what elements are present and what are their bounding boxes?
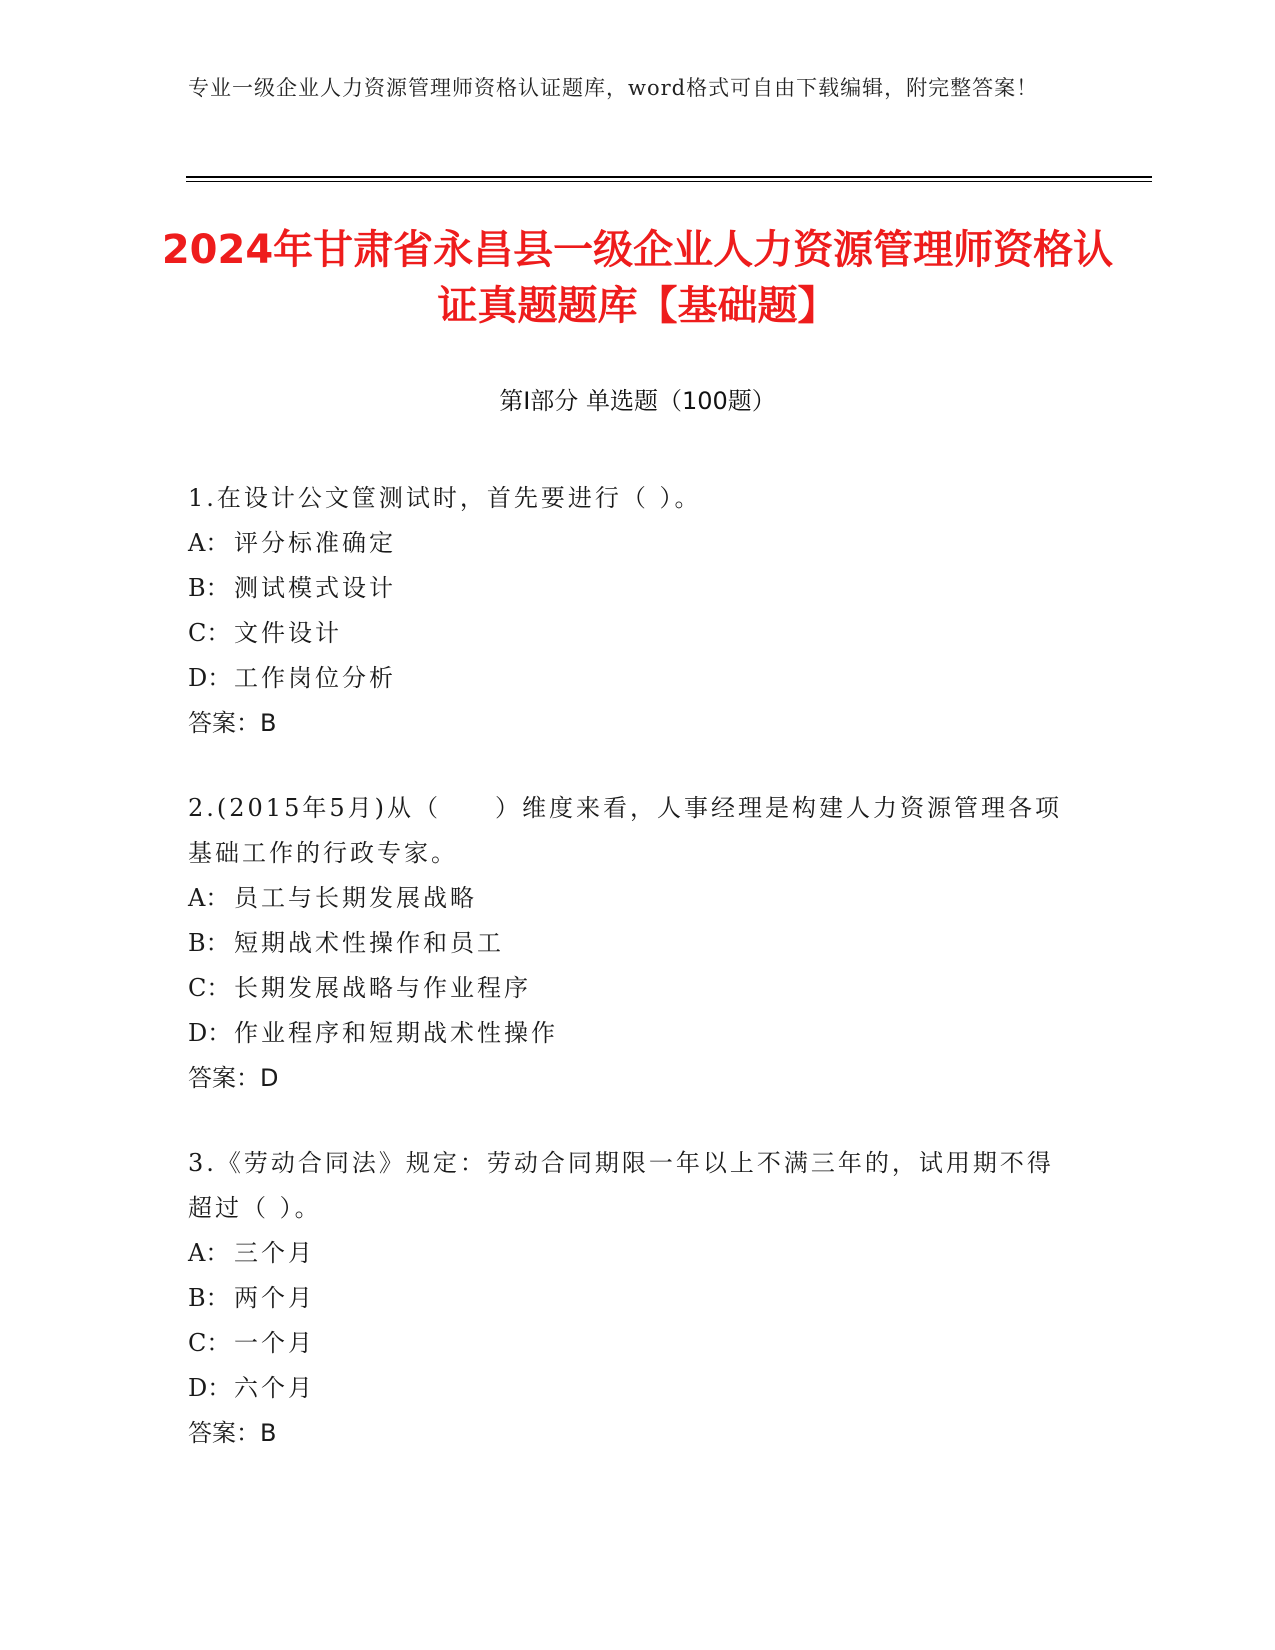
option-key: B： [188,1284,230,1312]
question-stem: 2.(2015年5月)从（ ）维度来看，人事经理是构建人力资源管理各项基础工作的行政专家。 [188,794,1062,867]
question-item [188,786,1068,1101]
question-item [188,476,1068,746]
header-rule-thick [186,176,1152,178]
option-key: C： [188,974,231,1002]
option-text: 作业程序和短期战术性操作 [234,1019,558,1047]
option-text: 文件设计 [234,619,342,647]
option-key: B： [188,574,230,602]
option-text: 长期发展战略与作业程序 [234,974,531,1002]
option-b [188,566,1068,611]
option-c [188,1321,1068,1366]
option-d [188,656,1068,701]
option-c [188,966,1068,1011]
option-key: D： [188,664,232,692]
option-key: C： [188,1329,231,1357]
option-b [188,1276,1068,1321]
option-b [188,921,1068,966]
answer-line: 答案：D [188,1064,279,1092]
option-a [188,1231,1068,1276]
option-c [188,611,1068,656]
question-item [188,1141,1068,1456]
option-key: A： [188,884,230,912]
option-a [188,876,1068,921]
answer-line: 答案：B [188,709,277,737]
option-text: 员工与长期发展战略 [234,884,477,912]
header-note: 专业一级企业人力资源管理师资格认证题库，word格式可自由下载编辑，附完整答案！ [188,76,1039,100]
option-d [188,1366,1068,1411]
option-key: A： [188,529,230,557]
option-key: A： [188,1239,230,1267]
option-key: D： [188,1019,232,1047]
option-text: 一个月 [234,1329,315,1357]
option-a [188,521,1068,566]
option-text: 测试模式设计 [234,574,396,602]
option-text: 六个月 [234,1374,315,1402]
section-title: 第I部分 单选题（100题） [499,387,776,415]
option-d [188,1011,1068,1056]
option-key: C： [188,619,231,647]
question-stem: 3.《劳动合同法》规定：劳动合同期限一年以上不满三年的，试用期不得超过（ ）。 [188,1149,1054,1222]
option-text: 两个月 [234,1284,315,1312]
option-text: 工作岗位分析 [234,664,396,692]
option-key: B： [188,929,230,957]
option-text: 评分标准确定 [234,529,396,557]
option-text: 短期战术性操作和员工 [234,929,504,957]
header-rule-thin [186,181,1152,182]
question-list [188,476,1068,1496]
option-key: D： [188,1374,232,1402]
option-text: 三个月 [234,1239,315,1267]
document-title: 2024年甘肃省永昌县一级企业人力资源管理师资格认证真题题库【基础题】 [161,227,1114,329]
question-stem: 1.在设计公文筐测试时，首先要进行（ ）。 [188,484,702,512]
answer-line: 答案：B [188,1419,277,1447]
